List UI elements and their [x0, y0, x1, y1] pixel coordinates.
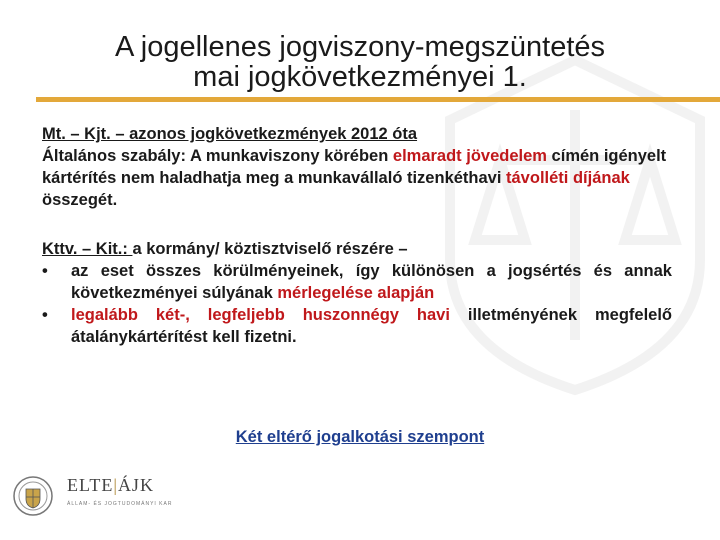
bullet-icon: • [42, 262, 48, 280]
general-rule-text-3: összegét. [42, 191, 118, 209]
general-rule-paragraph [42, 145, 672, 211]
general-rule-text-2: címén igényelt kártérítés nem haladhatja meg a munkavállaló tizenkéthavi [42, 147, 667, 187]
kttv-text: a kormány/ köztisztviselő részére – [132, 240, 408, 258]
bullet-1-text: az eset összes körülményeinek, így különösen a jogsértés és annak következményei súlyának [71, 262, 672, 302]
two-perspectives-link[interactable]: Két eltérő jogalkotási szempont [235, 428, 485, 446]
kttv-paragraph [42, 238, 672, 260]
bullet-2-text: illetményének megfelelő átalánykártérítést kell fizetni. [71, 306, 673, 346]
brand-separator: | [113, 475, 118, 495]
title-underline-rule [36, 97, 720, 102]
bullet-2-emphasis: legalább két-, legfeljebb huszonnégy havi [71, 306, 450, 324]
bullet-1-emphasis: mérlegelése alapján [277, 284, 435, 302]
slide-title [0, 32, 720, 92]
mt-heading: Mt. – Kjt. – azonos jogkövetkezmények 2012 óta [42, 125, 418, 143]
brand-wordmark [67, 475, 154, 496]
mt-heading-paragraph [42, 123, 672, 145]
slide-body [42, 123, 672, 348]
kttv-heading: Kttv. – Kit.: [42, 240, 133, 258]
list-item [42, 260, 672, 304]
brand-left: ELTE [67, 475, 114, 495]
brand-right: ÁJK [117, 475, 154, 495]
bullet-icon: • [42, 306, 48, 324]
general-rule-emphasis-2: távolléti díjának [506, 169, 630, 187]
general-rule-text-1: A munkaviszony körében [185, 147, 393, 165]
title-line-2: mai jogkövetkezményei 1. [193, 61, 527, 93]
list-item [42, 304, 672, 348]
brand-subtext: ÁLLAM- ÉS JOGTUDOMÁNYI KAR [67, 501, 173, 507]
university-seal-icon [12, 475, 54, 517]
general-rule-label: Általános szabály: [42, 147, 186, 165]
paragraph-spacer [42, 211, 672, 238]
elte-ajk-logo [12, 473, 192, 521]
title-line-1: A jogellenes jogviszony-megszüntetés [114, 31, 606, 63]
link-container [0, 428, 720, 447]
kttv-bullet-list [42, 260, 672, 348]
general-rule-emphasis-1: elmaradt jövedelem [392, 147, 547, 165]
